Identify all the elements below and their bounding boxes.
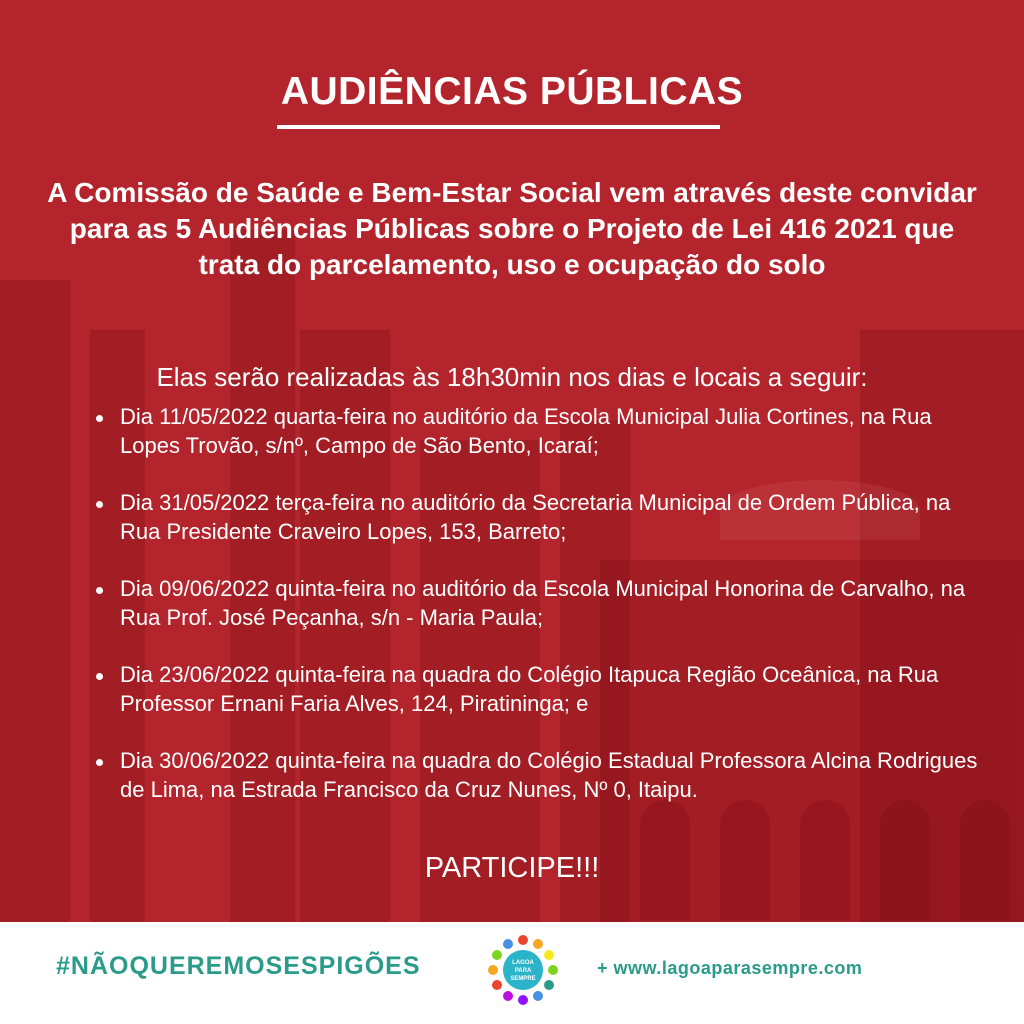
event-text: Dia 09/06/2022 quinta-feira no auditório da Escola Municipal Honorina de Carvalho, na Rua Prof. José Peçanha, s/n - Maria Paula; (120, 576, 966, 630)
event-text: Dia 11/05/2022 quarta-feira no auditório da Escola Municipal Julia Cortines, na Rua Lopes Trovão, s/nº, Campo de São Bento, Icaraí; (120, 404, 932, 458)
list-item (90, 660, 990, 718)
logo-text-3: SEMPRE (510, 976, 536, 982)
events-list (90, 402, 990, 861)
website-link[interactable]: + www.lagoaparasempre.com (597, 958, 863, 978)
footer (0, 922, 1024, 1024)
bullet-icon (96, 587, 103, 594)
event-text: Dia 30/06/2022 quinta-feira na quadra do Colégio Estadual Professora Alcina Rodrigues de Lima, na Estrada Francisco da Cruz Nunes, Nº 0, Itaipu. (120, 748, 978, 802)
list-item (90, 488, 990, 546)
intro-text: A Comissão de Saúde e Bem-Estar Social vem através deste convidar para as 5 Audiências Públicas sobre o Projeto de Lei 416 2021 que trata do parcelamento, uso e ocupação do solo (47, 177, 977, 280)
title-underline (277, 125, 720, 129)
lagoa-para-sempre-logo (487, 934, 559, 1006)
list-item (90, 574, 990, 632)
logo-text-2: PARA (514, 968, 532, 974)
bullet-icon (96, 501, 103, 508)
event-text: Dia 31/05/2022 terça-feira no auditório da Secretaria Municipal de Ordem Pública, na Rua Presidente Craveiro Lopes, 153, Barreto; (120, 490, 951, 544)
call-to-action: PARTICIPE!!! (424, 852, 600, 884)
bullet-icon (96, 759, 103, 766)
list-item (90, 746, 990, 833)
schedule-intro: Elas serão realizadas às 18h30min nos dias e locais a seguir: (156, 362, 868, 392)
list-item (90, 402, 990, 460)
bullet-icon (96, 673, 103, 680)
page-title: AUDIÊNCIAS PÚBLICAS (280, 70, 744, 113)
logo-text-1: LAGOA (512, 960, 534, 966)
event-text: Dia 23/06/2022 quinta-feira na quadra do Colégio Itapuca Região Oceânica, na Rua Professor Ernani Faria Alves, 124, Piratininga; e (120, 662, 939, 716)
hashtag: #NÃOQUEREMOSESPIGÕES (56, 952, 421, 980)
bullet-icon (96, 415, 103, 422)
